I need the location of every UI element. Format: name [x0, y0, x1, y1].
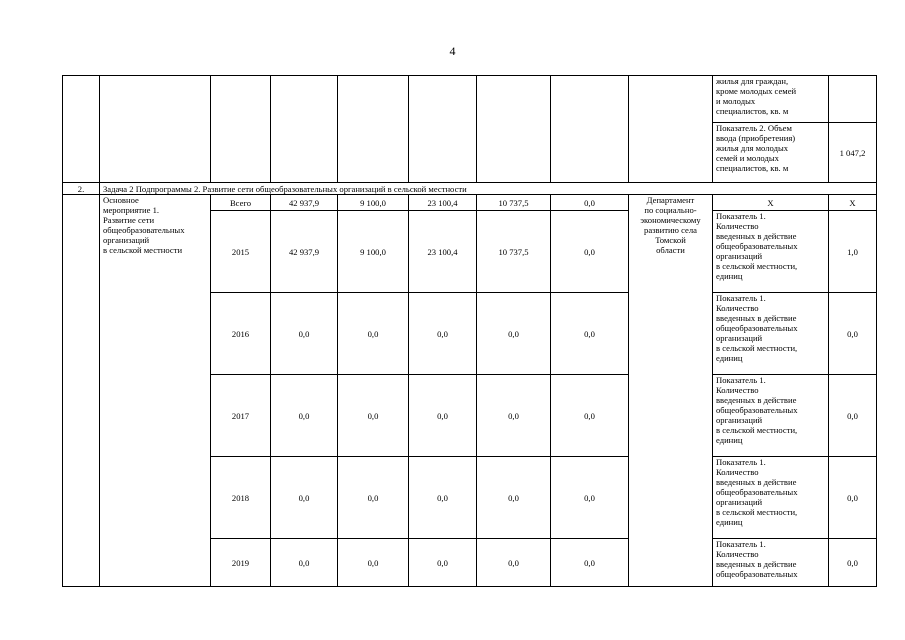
value-cell: 0,0	[271, 457, 338, 539]
indicator-2: Показатель 2. Объем ввода (приобретения) жилья для молодых семей и молодых специалистов, кв. м	[713, 123, 829, 183]
cell-number-empty	[63, 76, 100, 183]
cell-period-empty	[211, 76, 271, 183]
value-cell: 9 100,0	[338, 211, 409, 293]
value-cell: 0,0	[338, 375, 409, 457]
cell-empty	[477, 76, 551, 183]
value-cell: 23 100,4	[409, 211, 477, 293]
value-cell: 0,0	[551, 539, 629, 587]
value-cell: 42 937,9	[271, 211, 338, 293]
task-number: 2.	[63, 183, 100, 195]
cell-executor-empty	[629, 76, 713, 183]
year-cell: 2017	[211, 375, 271, 457]
value-cell: 0,0	[477, 457, 551, 539]
year-cell: 2016	[211, 293, 271, 375]
executor: Департамент по социально- экономическому развитию села Томской области	[629, 195, 713, 587]
indicator-1: Показатель 1. Количество введенных в действие общеобразовательных организаций в сельской местности, единиц	[713, 211, 829, 293]
cell-empty	[271, 76, 338, 183]
year-cell: 2019	[211, 539, 271, 587]
value-cell: 0,0	[551, 375, 629, 457]
table-row	[63, 76, 877, 123]
measure-name: Основное мероприятие 1. Развитие сети общеобразовательных организаций в сельской местности	[100, 195, 211, 587]
value-cell: 0,0	[338, 539, 409, 587]
task-row	[63, 183, 877, 195]
value-cell: 0,0	[271, 539, 338, 587]
value-cell: 0,0	[551, 293, 629, 375]
value-cell: 0,0	[338, 293, 409, 375]
indicator-value: 0,0	[829, 293, 877, 375]
value-cell: 0,0	[551, 211, 629, 293]
value-cell: 0,0	[551, 195, 629, 211]
indicator-value: 0,0	[829, 457, 877, 539]
value-cell: 0,0	[551, 457, 629, 539]
indicator-1: Показатель 1. Количество введенных в действие общеобразовательных организаций в сельской местности, единиц	[713, 293, 829, 375]
value-cell: 10 737,5	[477, 211, 551, 293]
value-cell: 0,0	[409, 539, 477, 587]
period-total: Всего	[211, 195, 271, 211]
value-cell: 0,0	[271, 375, 338, 457]
value-cell: 0,0	[409, 293, 477, 375]
cell-empty	[551, 76, 629, 183]
value-x: Х	[829, 195, 877, 211]
value-cell: 0,0	[409, 375, 477, 457]
value-cell: 42 937,9	[271, 195, 338, 211]
indicator-1: Показатель 1. Количество введенных в действие общеобразовательных организаций в сельской местности, единиц	[713, 375, 829, 457]
indicator-value: 1,0	[829, 211, 877, 293]
indicator-x: Х	[713, 195, 829, 211]
value-cell: 9 100,0	[338, 195, 409, 211]
value-cell: 23 100,4	[409, 195, 477, 211]
table-row	[63, 195, 877, 211]
indicator-2-value: 1 047,2	[829, 123, 877, 183]
value-cell: 0,0	[477, 293, 551, 375]
cell-number-empty	[63, 195, 100, 587]
value-cell: 0,0	[271, 293, 338, 375]
value-cell: 10 737,5	[477, 195, 551, 211]
indicator-1: Показатель 1. Количество введенных в действие общеобразовательных организаций в сельской местности, единиц	[713, 457, 829, 539]
cell-empty	[409, 76, 477, 183]
year-cell: 2015	[211, 211, 271, 293]
cell-empty	[829, 76, 877, 123]
indicator-value: 0,0	[829, 375, 877, 457]
task-title: Задача 2 Подпрограммы 2. Развитие сети общеобразовательных организаций в сельской местности	[100, 183, 877, 195]
page-number: 4	[449, 44, 456, 58]
value-cell: 0,0	[409, 457, 477, 539]
indicator-continuation: жилья для граждан, кроме молодых семей и молодых специалистов, кв. м	[713, 76, 829, 123]
value-cell: 0,0	[338, 457, 409, 539]
program-table	[62, 75, 877, 587]
year-cell: 2018	[211, 457, 271, 539]
indicator-1: Показатель 1. Количество введенных в действие общеобразовательных	[713, 539, 829, 587]
cell-empty	[338, 76, 409, 183]
value-cell: 0,0	[477, 539, 551, 587]
indicator-value: 0,0	[829, 539, 877, 587]
cell-name-empty	[100, 76, 211, 183]
value-cell: 0,0	[477, 375, 551, 457]
